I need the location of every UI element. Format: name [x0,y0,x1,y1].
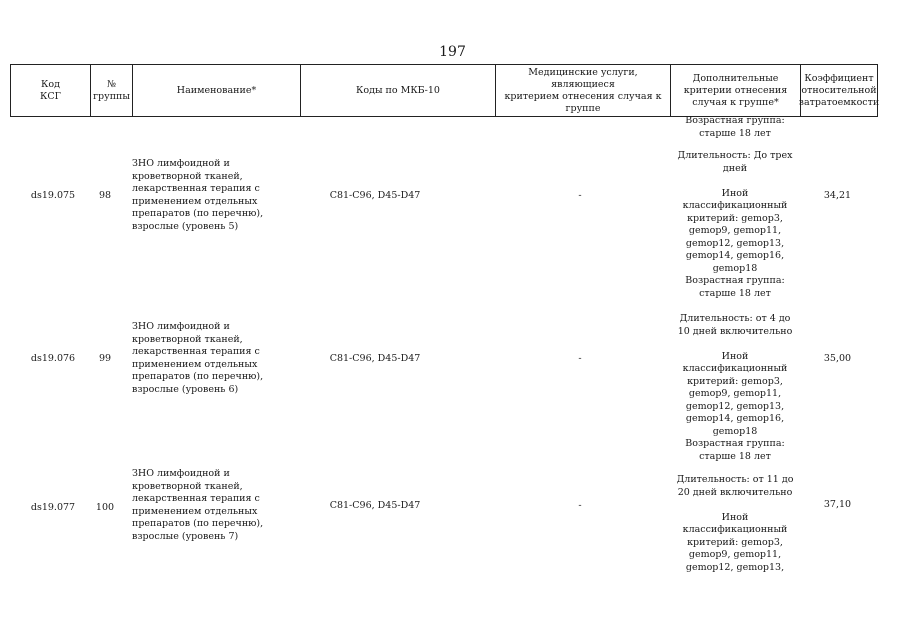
continued-criteria: Возрастная группа: старше 18 лет [685,115,785,139]
ksg-code: ds19.075 [30,190,76,201]
header-coef: Коэффициент относительной затратоемкости [800,65,878,116]
table-header [10,64,878,117]
ksg-code: ds19.077 [30,502,76,513]
header-mkb: Коды по МКБ-10 [300,65,495,116]
medical-services: - [578,190,582,201]
group-name: ЗНО лимфоидной и кроветворной тканей, лекарственная терапия с применением отдельных препаратов (по перечню), взрослые (уровень 7) [132,468,264,542]
header-code: Код КСГ [10,65,90,116]
medical-services: - [578,353,582,364]
additional-criteria: Длительность: от 11 до 20 дней включительно Иной классификационный критерий: gemop3, gemop9, gemop11, gemop12, gemop13, [676,474,794,573]
header-criteria: Дополнительные критерии отнесения случая к группе* [670,65,800,116]
mkb-codes: C81-C96, D45-D47 [329,190,421,201]
mkb-codes: C81-C96, D45-D47 [329,500,421,511]
header-services: Медицинские услуги, являющиеся критерием отнесения случая к группе [495,65,670,116]
group-number: 99 [98,353,112,364]
group-name: ЗНО лимфоидной и кроветворной тканей, лекарственная терапия с применением отдельных препаратов (по перечню), взрослые (уровень 6) [132,321,264,395]
header-name: Наименование* [132,65,300,116]
additional-criteria: Длительность: До трех дней Иной классификационный критерий: gemop3, gemop9, gemop11, gemop12, gemop13, gemop14, gemop16, gemop18 Возрастная группа: старше 18 лет [677,150,793,299]
page-number: 197 [439,44,466,60]
cost-coefficient: 35,00 [823,353,852,364]
group-name: ЗНО лимфоидной и кроветворной тканей, лекарственная терапия с применением отдельных препаратов (по перечню), взрослые (уровень 5) [132,158,264,232]
header-group: № группы [90,65,132,116]
ksg-code: ds19.076 [30,353,76,364]
medical-services: - [578,500,582,511]
additional-criteria: Длительность: от 4 до 10 дней включительно Иной классификационный критерий: gemop3, gemop9, gemop11, gemop12, gemop13, gemop14, gemop16, gemop18 Возрастная группа: старше 18 лет [677,313,793,462]
group-number: 98 [98,190,112,201]
cost-coefficient: 34,21 [823,190,852,201]
group-number: 100 [95,502,115,513]
mkb-codes: C81-C96, D45-D47 [329,353,421,364]
cost-coefficient: 37,10 [823,499,852,510]
